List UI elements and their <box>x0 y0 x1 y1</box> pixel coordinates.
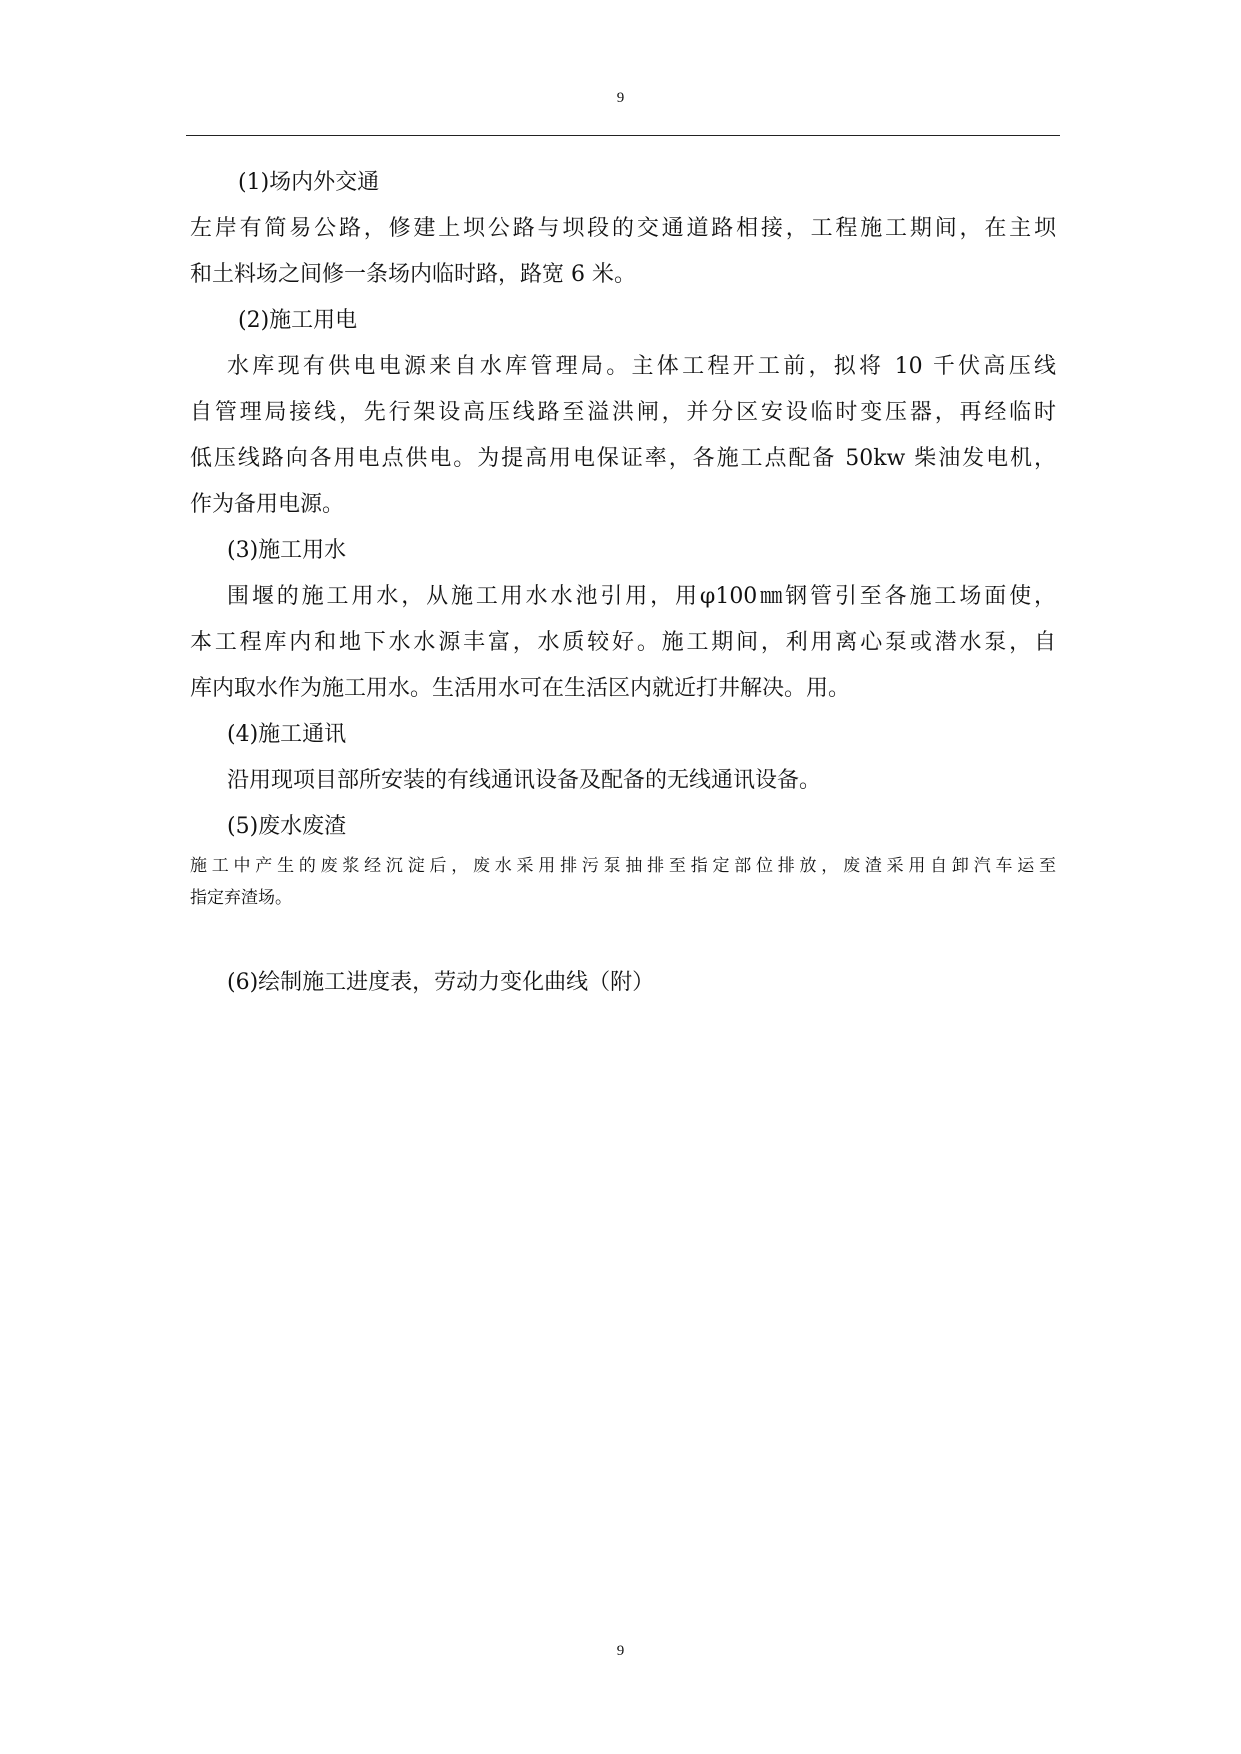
section-5-heading: (5)废水废渣 <box>227 814 347 839</box>
blank-space <box>190 914 1056 960</box>
document-body <box>190 160 1056 1006</box>
section-2-text-line: 自管理局接线，先行架设高压线路至溢洪闸，并分区安设临时变压器，再经临时 <box>190 400 1056 425</box>
section-5-text-line: 施工中产生的废浆经沉淀后，废水采用排污泵抽排至指定部位排放，废渣采用自卸汽车运至 <box>190 856 1056 876</box>
section-2-heading: (2)施工用电 <box>238 308 358 333</box>
section-3-heading: (3)施工用水 <box>227 538 347 563</box>
section-2-text-line: 水库现有供电电源来自水库管理局。主体工程开工前，拟将 10 千伏高压线 <box>227 354 1056 379</box>
section-1-text-line: 左岸有简易公路，修建上坝公路与坝段的交通道路相接，工程施工期间，在主坝 <box>190 216 1056 241</box>
section-2-text-line: 低压线路向各用电点供电。为提高用电保证率，各施工点配备 50kw 柴油发电机， <box>190 446 1056 471</box>
section-6-heading: (6)绘制施工进度表，劳动力变化曲线（附） <box>227 970 655 995</box>
section-4-heading: (4)施工通讯 <box>227 722 347 747</box>
section-1-text-line: 和土料场之间修一条场内临时路，路宽 6 米。 <box>190 262 636 287</box>
section-2-text-line: 作为备用电源。 <box>190 492 345 517</box>
section-4-text-line: 沿用现项目部所安装的有线通讯设备及配备的无线通讯设备。 <box>227 768 822 793</box>
header-divider <box>186 135 1060 136</box>
header-page-number: 9 <box>616 90 625 106</box>
section-3-text-line: 库内取水作为施工用水。生活用水可在生活区内就近打井解决。用。 <box>190 676 851 701</box>
section-1-heading: (1)场内外交通 <box>238 170 380 195</box>
section-3-text-line: 围堰的施工用水，从施工用水水池引用，用φ100㎜钢管引至各施工场面使， <box>227 584 1056 609</box>
footer-page-number: 9 <box>616 1643 625 1659</box>
section-3-text-line: 本工程库内和地下水水源丰富，水质较好。施工期间，利用离心泵或潜水泵，自 <box>190 630 1056 655</box>
section-5-text-line: 指定弃渣场。 <box>190 888 292 908</box>
